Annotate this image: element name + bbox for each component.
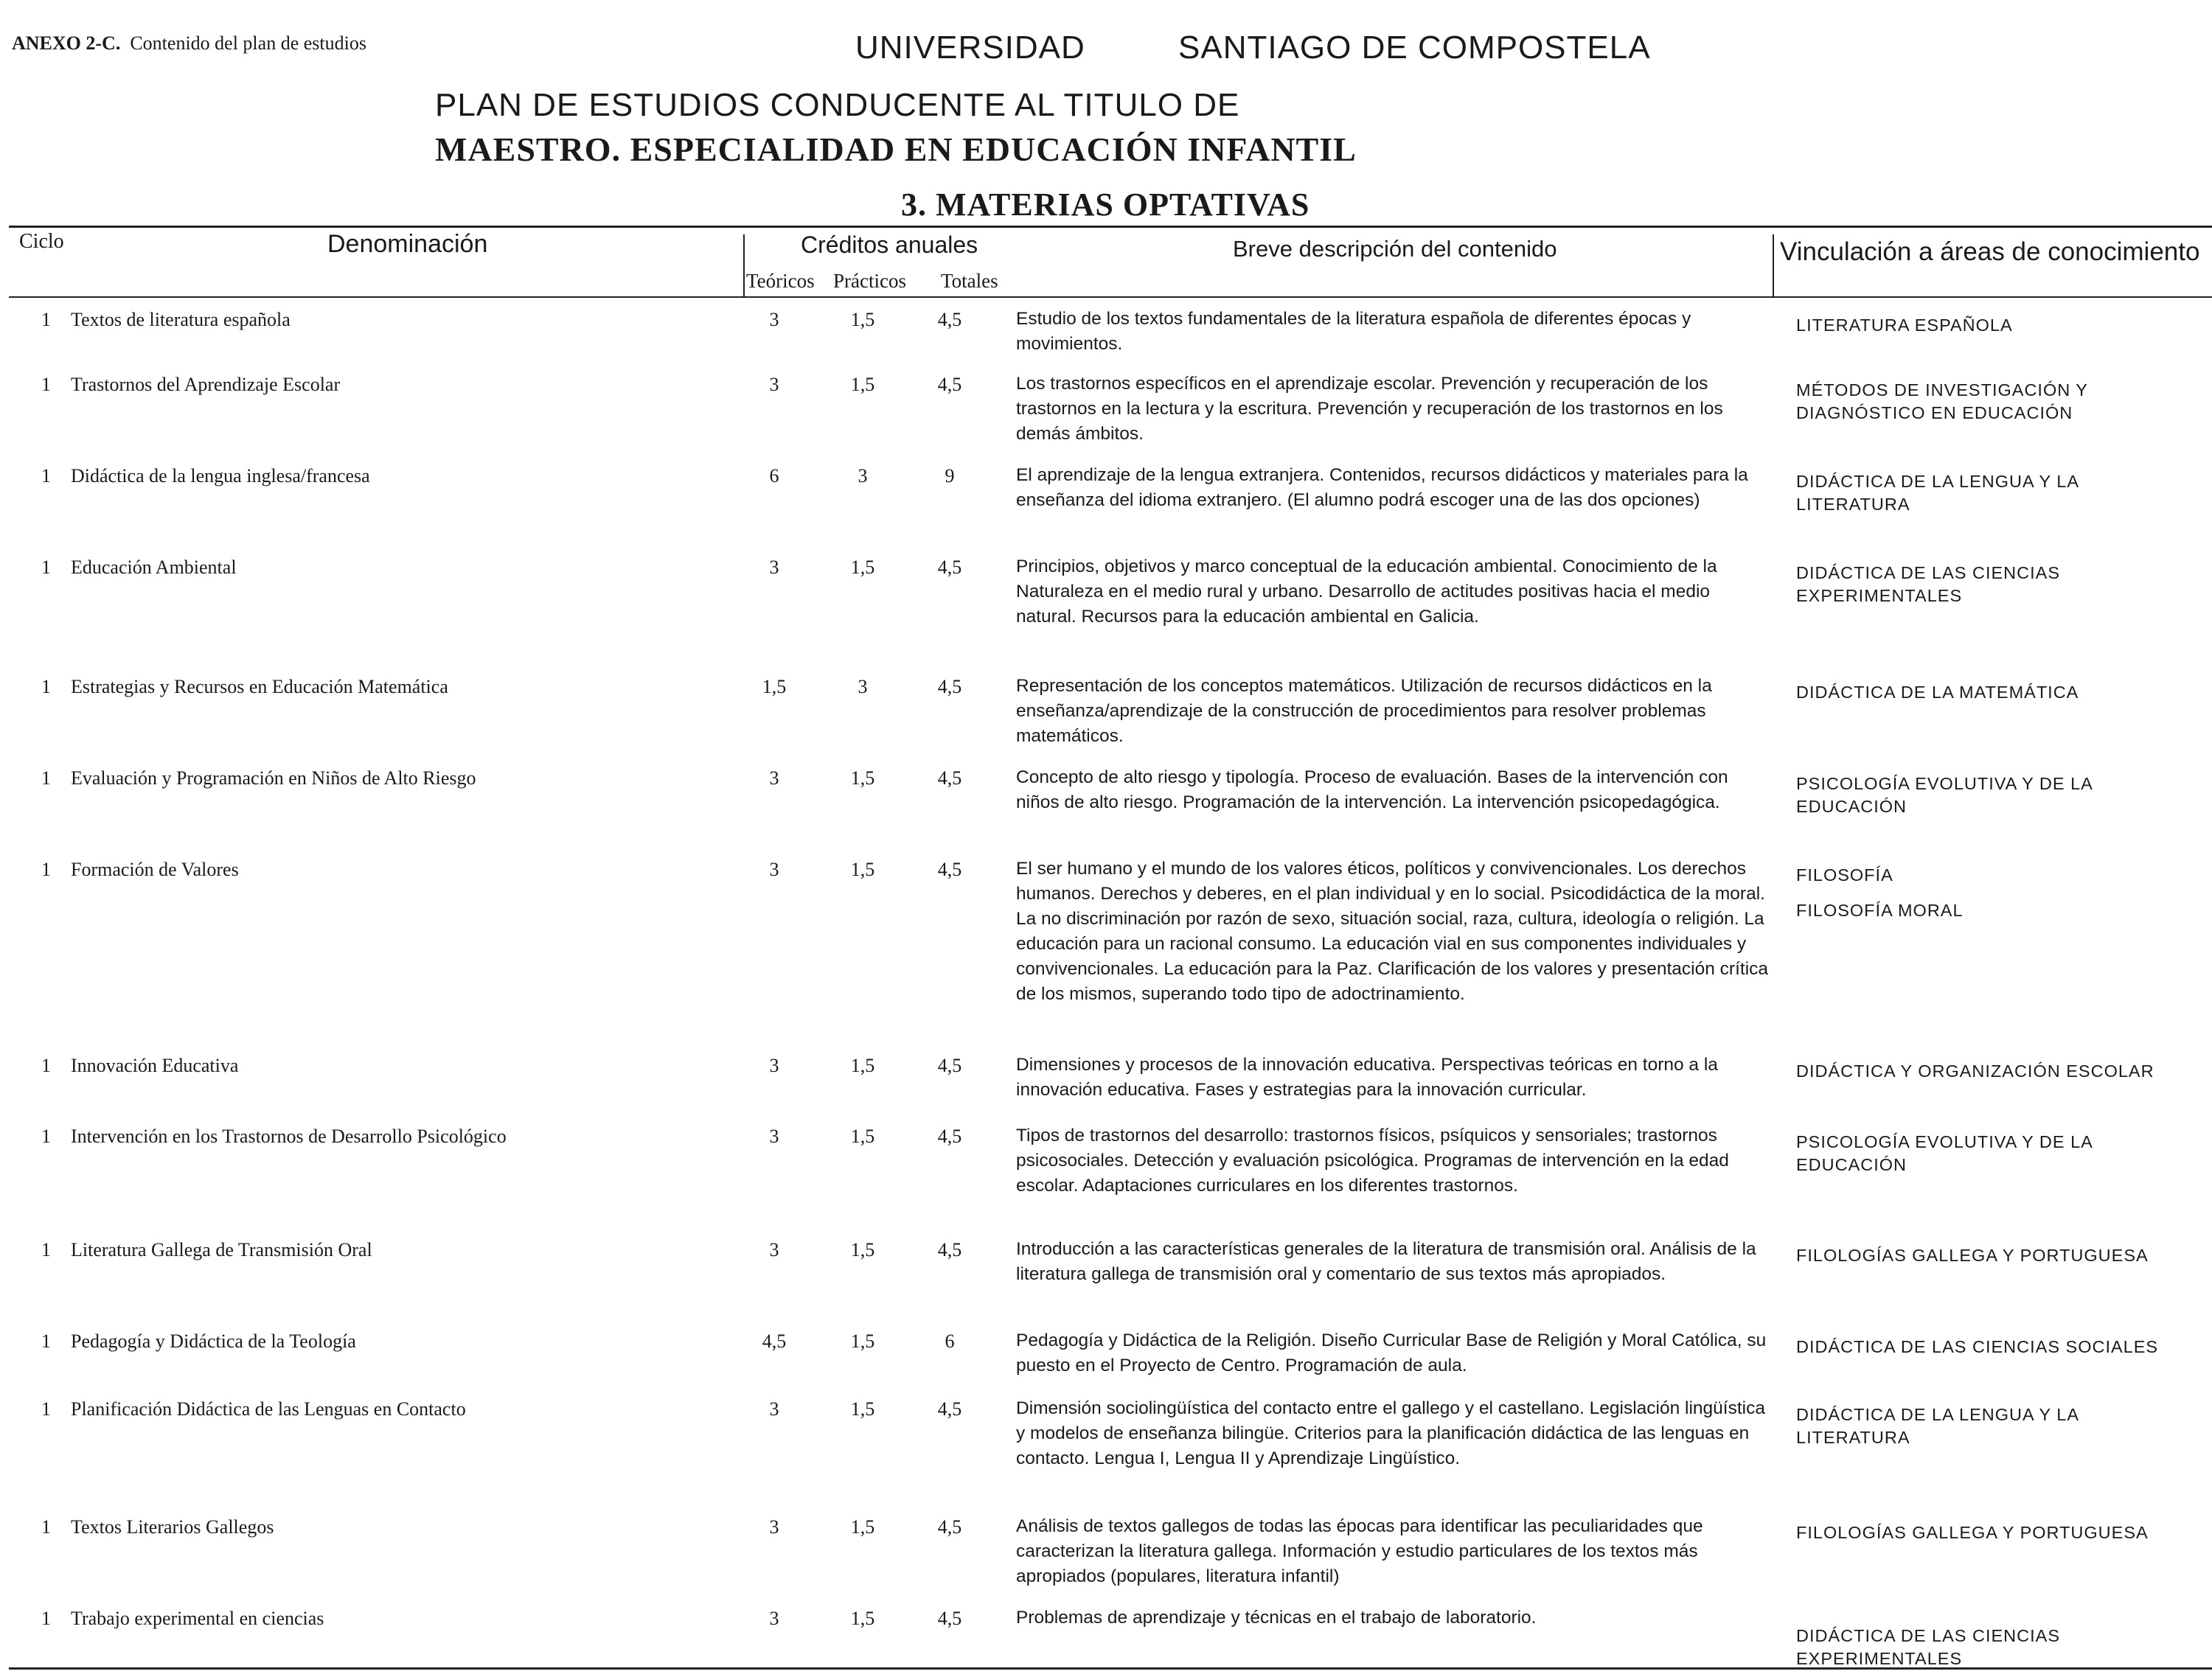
row-creditos-teoricos: 3 — [769, 1608, 779, 1629]
col-header-creditos: Créditos anuales — [801, 231, 978, 258]
row-creditos-practicos: 1,5 — [850, 767, 875, 789]
row-creditos-totales: 4,5 — [937, 1516, 962, 1538]
row-descripcion: Análisis de textos gallegos de todas las épocas para identificar las peculiaridades que caracterizan la literatura gallega. Información y estudio particulares de los textos más apropiados (populares, literatura infantil) — [1016, 1516, 1703, 1586]
row-descripcion: El ser humano y el mundo de los valores éticos, políticos y convivencionales. Los derechos humanos. Derechos y deberes, en el plan individual y en lo social. Psicodidáctica de la moral. La no discriminación por razón de sexo, situación social, raza, cultura, ideología o religión. La educación para un racional consumo. La educación vial en sus componentes individuales y convivencionales. La educación para la Paz. Clarificación de los valores y presentación crítica de los mismos, superando todo tipo de adoctrinamiento. — [1016, 859, 1769, 1004]
row-descripcion: Principios, objetivos y marco conceptual de la educación ambiental. Conocimiento de la Naturaleza en el medio rural y urbano. Desarrollo de actitudes positivas hacia el medio natural. Recursos para la educación ambiental en Galicia. — [1016, 557, 1717, 627]
row-creditos-totales: 4,5 — [937, 309, 962, 330]
row-creditos-practicos: 1,5 — [850, 1055, 875, 1076]
row-area: FILOSOFÍA MORAL — [1796, 901, 1964, 920]
row-creditos-teoricos: 3 — [769, 309, 779, 330]
row-creditos-teoricos: 3 — [769, 1126, 779, 1147]
row-creditos-totales: 4,5 — [937, 374, 962, 395]
annex-label: ANEXO 2-C. — [12, 32, 121, 54]
row-area: MÉTODOS DE INVESTIGACIÓN Y DIAGNÓSTICO EN EDUCACIÓN — [1796, 380, 2088, 422]
row-creditos-practicos: 1,5 — [850, 1516, 875, 1538]
row-ciclo: 1 — [41, 309, 51, 330]
plan-title-line1: PLAN DE ESTUDIOS CONDUCENTE AL TITULO DE — [435, 87, 1240, 123]
row-creditos-practicos: 1,5 — [850, 309, 875, 330]
plan-title-line2: MAESTRO. ESPECIALIDAD EN EDUCACIÓN INFANTIL — [435, 130, 1357, 168]
row-denominacion: Didáctica de la lengua inglesa/francesa — [71, 465, 370, 486]
row-creditos-teoricos: 3 — [769, 374, 779, 395]
row-denominacion: Textos de literatura española — [71, 309, 291, 330]
row-creditos-practicos: 1,5 — [850, 557, 875, 578]
credits-divider — [743, 234, 745, 296]
row-descripcion: Pedagogía y Didáctica de la Religión. Diseño Curricular Base de Religión y Moral Católica, su puesto en el Proyecto de Centro. Programación de aula. — [1016, 1331, 1767, 1375]
row-denominacion: Literatura Gallega de Transmisión Oral — [71, 1239, 372, 1260]
col-header-practicos: Prácticos — [833, 270, 906, 292]
row-creditos-totales: 4,5 — [937, 557, 962, 578]
row-creditos-practicos: 1,5 — [850, 1239, 875, 1260]
row-creditos-practicos: 1,5 — [850, 374, 875, 395]
row-creditos-practicos: 1,5 — [850, 1398, 875, 1420]
row-denominacion: Textos Literarios Gallegos — [71, 1516, 274, 1538]
row-area: PSICOLOGÍA EVOLUTIVA Y DE LA EDUCACIÓN — [1796, 1132, 2093, 1174]
row-creditos-totales: 4,5 — [937, 767, 962, 789]
annex-caption — [12, 32, 366, 55]
row-creditos-teoricos: 3 — [769, 1239, 779, 1260]
row-creditos-totales: 6 — [945, 1331, 955, 1352]
row-creditos-totales: 4,5 — [937, 859, 962, 880]
row-creditos-totales: 4,5 — [937, 1239, 962, 1260]
row-denominacion: Innovación Educativa — [71, 1055, 239, 1076]
row-denominacion: Trabajo experimental en ciencias — [71, 1608, 324, 1629]
row-area: DIDÁCTICA DE LAS CIENCIAS EXPERIMENTALES — [1796, 1626, 2060, 1668]
row-creditos-teoricos: 3 — [769, 767, 779, 789]
header-bottom-rule — [9, 296, 2212, 298]
row-ciclo: 1 — [41, 676, 51, 697]
row-creditos-teoricos: 3 — [769, 1516, 779, 1538]
row-denominacion: Intervención en los Trastornos de Desarrollo Psicológico — [71, 1126, 507, 1147]
row-creditos-teoricos: 3 — [769, 1055, 779, 1076]
row-descripcion: Dimensiones y procesos de la innovación educativa. Perspectivas teóricas en torno a la innovación educativa. Fases y estrategias para la innovación curricular. — [1016, 1055, 1718, 1100]
col-header-descripcion: Breve descripción del contenido — [1233, 236, 1557, 262]
col-header-denominacion: Denominación — [327, 230, 488, 258]
row-creditos-teoricos: 6 — [769, 465, 779, 486]
table-top-rule — [9, 226, 2212, 228]
row-creditos-practicos: 3 — [858, 465, 868, 486]
row-creditos-totales: 4,5 — [937, 676, 962, 697]
row-descripcion: Tipos de trastornos del desarrollo: trastornos físicos, psíquicos y sensoriales; trastornos psicosociales. Detección y evaluación psicológica. Programas de intervención en la edad escolar. Adaptaciones curriculares en los diferentes trastornos. — [1016, 1126, 1729, 1196]
row-descripcion: Estudio de los textos fundamentales de la literatura española de diferentes épocas y movimientos. — [1016, 309, 1691, 354]
row-creditos-totales: 4,5 — [937, 1608, 962, 1629]
row-creditos-practicos: 1,5 — [850, 859, 875, 880]
row-ciclo: 1 — [41, 1516, 51, 1538]
row-creditos-teoricos: 3 — [769, 557, 779, 578]
row-ciclo: 1 — [41, 767, 51, 789]
row-creditos-totales: 4,5 — [937, 1398, 962, 1420]
row-descripcion: Los trastornos específicos en el aprendizaje escolar. Prevención y recuperación de los trastornos en la lectura y la escritura. Prevención y recuperación de los trastornos en los demás ámbitos. — [1016, 374, 1723, 444]
row-creditos-practicos: 1,5 — [850, 1126, 875, 1147]
row-denominacion: Estrategias y Recursos en Educación Matemática — [71, 676, 448, 697]
row-ciclo: 1 — [41, 1126, 51, 1147]
row-ciclo: 1 — [41, 859, 51, 880]
university-name: UNIVERSIDAD — [855, 29, 1085, 66]
row-denominacion: Trastornos del Aprendizaje Escolar — [71, 374, 341, 395]
row-ciclo: 1 — [41, 465, 51, 486]
row-creditos-totales: 4,5 — [937, 1126, 962, 1147]
row-creditos-teoricos: 1,5 — [762, 676, 787, 697]
row-descripcion: Dimensión sociolingüística del contacto entre el gallego y el castellano. Legislación lingüística y modelos de enseñanza bilingüe. Criterios para la planificación didáctica de las lenguas en contacto. Lengua I, Lengua II y Aprendizaje Lingüístico. — [1016, 1398, 1765, 1468]
row-ciclo: 1 — [41, 1331, 51, 1352]
col-header-teoricos: Teóricos — [746, 270, 815, 292]
row-descripcion: Concepto de alto riesgo y tipología. Proceso de evaluación. Bases de la intervención con niños de alto riesgo. Programación de la intervención. La intervención psicopedagógica. — [1016, 767, 1728, 812]
row-creditos-practicos: 3 — [858, 676, 868, 697]
row-area: DIDÁCTICA DE LA LENGUA Y LA LITERATURA — [1796, 472, 2079, 514]
row-descripcion: Introducción a las características generales de la literatura de transmisión oral. Análisis de la literatura gallega de transmisión oral y comentario de sus textos más apropiados. — [1016, 1239, 1756, 1284]
row-denominacion: Educación Ambiental — [71, 557, 237, 578]
row-area: DIDÁCTICA DE LA MATEMÁTICA — [1796, 683, 2079, 702]
row-area: PSICOLOGÍA EVOLUTIVA Y DE LA EDUCACIÓN — [1796, 774, 2093, 816]
row-denominacion: Pedagogía y Didáctica de la Teología — [71, 1331, 356, 1352]
row-descripcion: Problemas de aprendizaje y técnicas en el trabajo de laboratorio. — [1016, 1608, 1537, 1628]
row-creditos-practicos: 1,5 — [850, 1331, 875, 1352]
row-creditos-teoricos: 3 — [769, 859, 779, 880]
annex-text: Contenido del plan de estudios — [130, 32, 366, 54]
row-area: FILOLOGÍAS GALLEGA Y PORTUGUESA — [1796, 1523, 2149, 1542]
row-creditos-practicos: 1,5 — [850, 1608, 875, 1629]
section-title: 3. MATERIAS OPTATIVAS — [901, 186, 1310, 223]
row-descripcion: Representación de los conceptos matemáticos. Utilización de recursos didácticos en la enseñanza/aprendizaje de la construcción de procedimientos para resolver problemas matemáticos. — [1016, 676, 1712, 746]
row-ciclo: 1 — [41, 1055, 51, 1076]
row-ciclo: 1 — [41, 557, 51, 578]
col-header-totales: Totales — [941, 270, 998, 292]
row-creditos-teoricos: 4,5 — [762, 1331, 787, 1352]
areas-divider — [1773, 234, 1774, 296]
row-ciclo: 1 — [41, 1608, 51, 1629]
row-denominacion: Formación de Valores — [71, 859, 239, 880]
row-ciclo: 1 — [41, 1239, 51, 1260]
row-denominacion: Planificación Didáctica de las Lenguas en Contacto — [71, 1398, 466, 1420]
row-ciclo: 1 — [41, 1398, 51, 1420]
row-descripcion: El aprendizaje de la lengua extranjera. Contenidos, recursos didácticos y materiales para la enseñanza del idioma extranjero. (El alumno podrá escoger una de las dos opciones) — [1016, 465, 1748, 510]
row-area: FILOSOFÍA — [1796, 865, 1893, 885]
row-creditos-totales: 4,5 — [937, 1055, 962, 1076]
row-creditos-totales: 9 — [945, 465, 955, 486]
row-area: DIDÁCTICA DE LA LENGUA Y LA LITERATURA — [1796, 1405, 2079, 1447]
row-ciclo: 1 — [41, 374, 51, 395]
university-city: SANTIAGO DE COMPOSTELA — [1178, 29, 1651, 66]
row-area: DIDÁCTICA DE LAS CIENCIAS EXPERIMENTALES — [1796, 563, 2060, 605]
row-denominacion: Evaluación y Programación en Niños de Alto Riesgo — [71, 767, 476, 789]
col-header-vinculacion: Vinculación a áreas de conocimiento — [1780, 237, 2200, 266]
row-area: DIDÁCTICA DE LAS CIENCIAS SOCIALES — [1796, 1337, 2159, 1356]
row-area: FILOLOGÍAS GALLEGA Y PORTUGUESA — [1796, 1246, 2149, 1265]
row-area: LITERATURA ESPAÑOLA — [1796, 315, 2013, 335]
row-area: DIDÁCTICA Y ORGANIZACIÓN ESCOLAR — [1796, 1061, 2154, 1081]
row-creditos-teoricos: 3 — [769, 1398, 779, 1420]
col-header-ciclo: Ciclo — [19, 230, 64, 253]
